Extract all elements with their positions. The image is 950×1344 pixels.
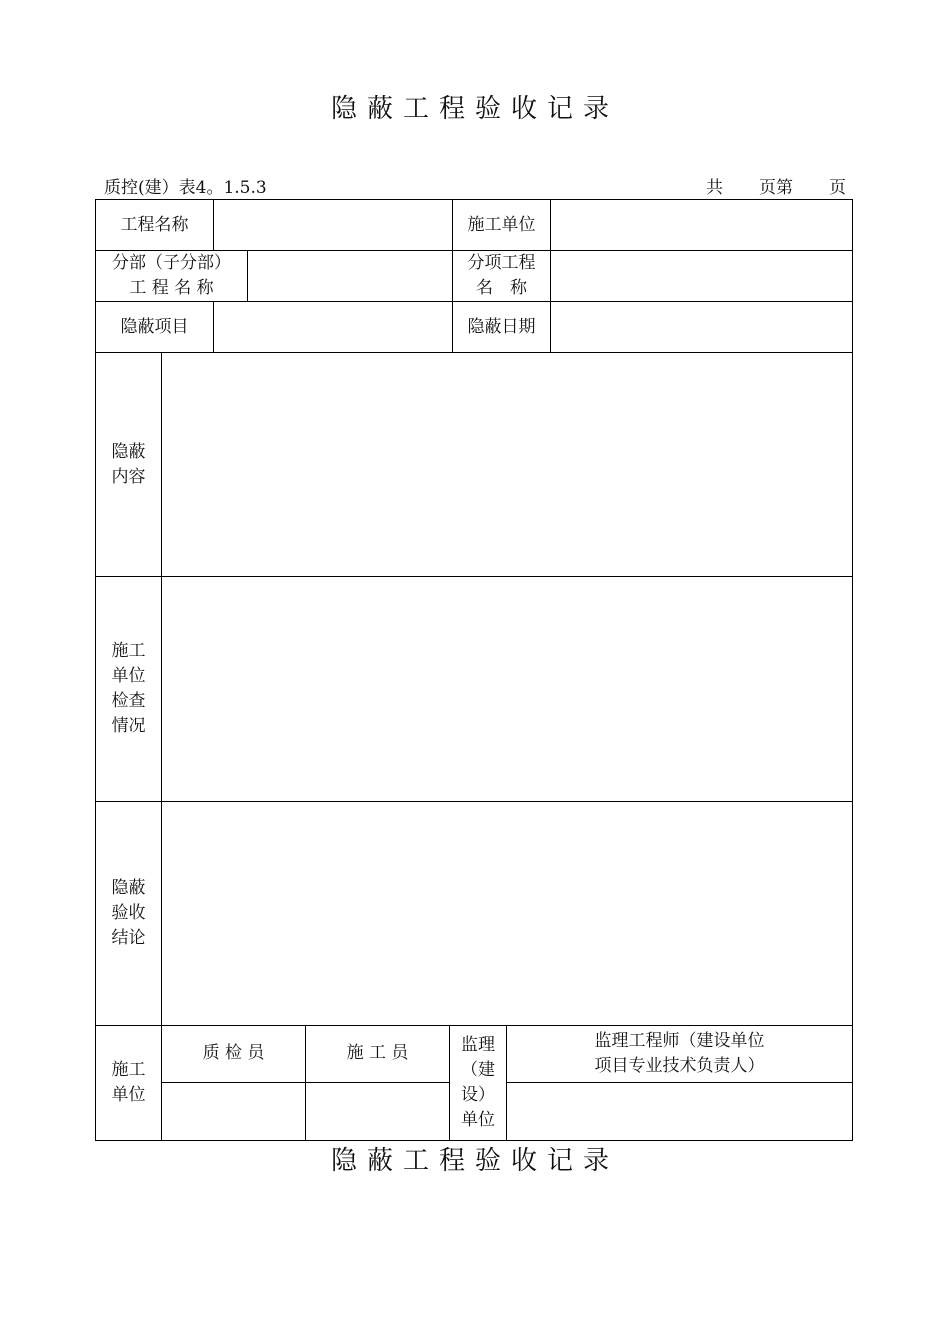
contractor-field[interactable] xyxy=(551,200,852,250)
acceptance-conclusion-label: 隐蔽 验收 结论 xyxy=(111,878,146,948)
concealed-item-field[interactable] xyxy=(214,302,452,352)
subitem-label-line1: 分项工程 xyxy=(467,253,536,273)
supervisor-engineer-line2: 项目专业技术负责人） xyxy=(594,1056,765,1076)
quality-inspector-signature-field[interactable] xyxy=(162,1083,305,1140)
concealed-content-label: 隐蔽 内容 xyxy=(111,441,146,487)
quality-inspector-label: 质 检 员 xyxy=(202,1043,265,1063)
inspection-form-table xyxy=(95,199,853,1141)
footer-title: 隐蔽工程验收记录 xyxy=(330,1146,619,1176)
project-name-label: 工程名称 xyxy=(120,214,189,235)
project-name-field[interactable] xyxy=(214,200,452,250)
page-counter xyxy=(706,173,846,198)
page-label: 页第 xyxy=(759,178,793,198)
concealed-content-area[interactable] xyxy=(162,353,852,576)
acceptance-conclusion-area[interactable] xyxy=(162,802,852,1025)
constructor-signature-field[interactable] xyxy=(306,1083,449,1140)
division-label-line2: 工 程 名 称 xyxy=(129,278,214,298)
page-suffix-label: 页 xyxy=(829,178,846,198)
subitem-name-field[interactable] xyxy=(551,251,852,301)
division-name-field[interactable] xyxy=(248,251,452,301)
inspection-status-area[interactable] xyxy=(162,577,852,801)
supervisor-unit-label: 监理 （建 设） 单位 xyxy=(461,1035,495,1130)
supervisor-engineer-line1: 监理工程师（建设单位 xyxy=(594,1031,765,1051)
concealed-item-label: 隐蔽项目 xyxy=(120,316,189,337)
document-title: 隐蔽工程验收记录 xyxy=(330,94,619,124)
subitem-label xyxy=(453,251,550,301)
concealed-date-label: 隐蔽日期 xyxy=(467,316,536,337)
contractor-sign-label: 施工 单位 xyxy=(111,1060,146,1105)
form-code: 质控(建）表4。1.5.3 xyxy=(104,178,267,198)
inspection-status-label: 施工 单位 检查 情况 xyxy=(111,641,146,736)
division-label xyxy=(96,251,247,301)
division-label-line1: 分部（子分部） xyxy=(112,253,231,273)
supervisor-engineer-label xyxy=(507,1026,852,1082)
subitem-label-line2: 名 称 xyxy=(476,278,527,298)
constructor-label: 施 工 员 xyxy=(346,1043,409,1063)
concealed-date-field[interactable] xyxy=(551,302,852,352)
total-pages-label: 共 xyxy=(706,178,723,198)
contractor-label: 施工单位 xyxy=(467,214,536,235)
supervisor-signature-field[interactable] xyxy=(507,1083,852,1140)
